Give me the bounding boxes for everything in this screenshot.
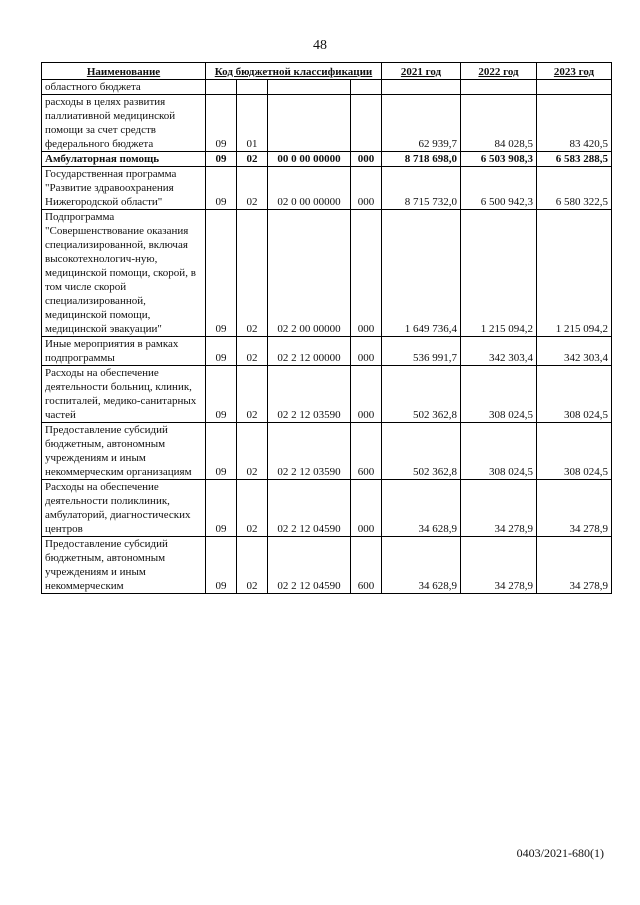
cell-2022: 1 215 094,2 [461, 210, 537, 337]
cell-name: Подпрограмма "Совершенствование оказания специализированной, включая высокотехнологич-ную, медицинской помощи, скорой, в том числе скорой специализированной, медицинской помощи, медицинской эвакуации" [42, 210, 206, 337]
cell-name: Амбулаторная помощь [42, 152, 206, 167]
cell-target-article [268, 95, 351, 152]
cell-expense-type: 000 [351, 152, 382, 167]
cell-2021: 34 628,9 [382, 480, 461, 537]
cell-target-article: 02 2 12 04590 [268, 537, 351, 594]
cell-target-article: 02 2 00 00000 [268, 210, 351, 337]
cell-target-article: 00 0 00 00000 [268, 152, 351, 167]
budget-table [41, 62, 612, 594]
cell-section: 09 [206, 95, 237, 152]
cell-2021: 8 718 698,0 [382, 152, 461, 167]
document-code: 0403/2021-680(1) [516, 846, 604, 860]
cell-expense-type: 600 [351, 423, 382, 480]
cell-name: Расходы на обеспечение деятельности поликлиник, амбулаторий, диагностических центров [42, 480, 206, 537]
cell-2022: 342 303,4 [461, 337, 537, 366]
cell-target-article: 02 2 12 04590 [268, 480, 351, 537]
cell-expense-type: 000 [351, 337, 382, 366]
cell-target-article: 02 0 00 00000 [268, 167, 351, 210]
header-2023: 2023 год [537, 63, 612, 80]
cell-2023: 1 215 094,2 [537, 210, 612, 337]
cell-target-article: 02 2 12 03590 [268, 366, 351, 423]
cell-2021: 62 939,7 [382, 95, 461, 152]
cell-expense-type [351, 95, 382, 152]
cell-section: 09 [206, 167, 237, 210]
cell-section: 09 [206, 480, 237, 537]
cell-subsection: 02 [237, 167, 268, 210]
cell-2023: 34 278,9 [537, 537, 612, 594]
header-name: Наименование [42, 63, 206, 80]
cell-expense-type: 000 [351, 480, 382, 537]
cell-2022: 6 503 908,3 [461, 152, 537, 167]
cell-subsection: 02 [237, 210, 268, 337]
cell-2023: 83 420,5 [537, 95, 612, 152]
cell-2022: 34 278,9 [461, 537, 537, 594]
table-row [42, 537, 612, 594]
table-row [42, 480, 612, 537]
cell-2022: 34 278,9 [461, 480, 537, 537]
cell-2023: 6 583 288,5 [537, 152, 612, 167]
cell-section: 09 [206, 152, 237, 167]
cell-name: Иные мероприятия в рамках подпрограммы [42, 337, 206, 366]
cell-name: Расходы на обеспечение деятельности больниц, клиник, госпиталей, медико-санитарных частей [42, 366, 206, 423]
table-row [42, 423, 612, 480]
cell-section: 09 [206, 337, 237, 366]
header-2021: 2021 год [382, 63, 461, 80]
table-row [42, 210, 612, 337]
cell-section: 09 [206, 210, 237, 337]
cell-section: 09 [206, 423, 237, 480]
table-row [42, 152, 612, 167]
cell-target-article: 02 2 12 00000 [268, 337, 351, 366]
continuation-row [42, 80, 612, 95]
cell-2023: 308 024,5 [537, 366, 612, 423]
cell-expense-type: 000 [351, 366, 382, 423]
header-2022: 2022 год [461, 63, 537, 80]
cell-subsection: 02 [237, 537, 268, 594]
table-row [42, 337, 612, 366]
table-header-row [42, 63, 612, 80]
table-row [42, 95, 612, 152]
cell-subsection: 02 [237, 366, 268, 423]
table-row [42, 167, 612, 210]
cell-2023: 6 580 322,5 [537, 167, 612, 210]
cell-2023: 34 278,9 [537, 480, 612, 537]
cell-2022: 308 024,5 [461, 366, 537, 423]
cell-2021: 1 649 736,4 [382, 210, 461, 337]
cell-name: Предоставление субсидий бюджетным, автономным учреждениям и иным некоммерческим организациям [42, 423, 206, 480]
cell-name: Государственная программа "Развитие здравоохранения Нижегородской области" [42, 167, 206, 210]
cell-name: Предоставление субсидий бюджетным, автономным учреждениям и иным некоммерческим [42, 537, 206, 594]
cell-2023: 308 024,5 [537, 423, 612, 480]
cell-2022: 84 028,5 [461, 95, 537, 152]
cell-expense-type: 000 [351, 210, 382, 337]
cell-subsection: 02 [237, 152, 268, 167]
page-number: 48 [313, 38, 327, 53]
table-row [42, 366, 612, 423]
cell-subsection: 02 [237, 423, 268, 480]
cell-2021: 502 362,8 [382, 423, 461, 480]
cell-2022: 6 500 942,3 [461, 167, 537, 210]
cell-expense-type: 000 [351, 167, 382, 210]
continuation-text: областного бюджета [42, 80, 206, 95]
cell-2021: 8 715 732,0 [382, 167, 461, 210]
cell-subsection: 02 [237, 337, 268, 366]
cell-subsection: 01 [237, 95, 268, 152]
cell-2021: 34 628,9 [382, 537, 461, 594]
cell-section: 09 [206, 537, 237, 594]
header-code: Код бюджетной классификации [206, 63, 382, 80]
cell-target-article: 02 2 12 03590 [268, 423, 351, 480]
cell-2022: 308 024,5 [461, 423, 537, 480]
cell-2023: 342 303,4 [537, 337, 612, 366]
cell-section: 09 [206, 366, 237, 423]
cell-subsection: 02 [237, 480, 268, 537]
cell-expense-type: 600 [351, 537, 382, 594]
cell-2021: 536 991,7 [382, 337, 461, 366]
cell-name: расходы в целях развития паллиативной медицинской помощи за счет средств федерального бюджета [42, 95, 206, 152]
cell-2021: 502 362,8 [382, 366, 461, 423]
